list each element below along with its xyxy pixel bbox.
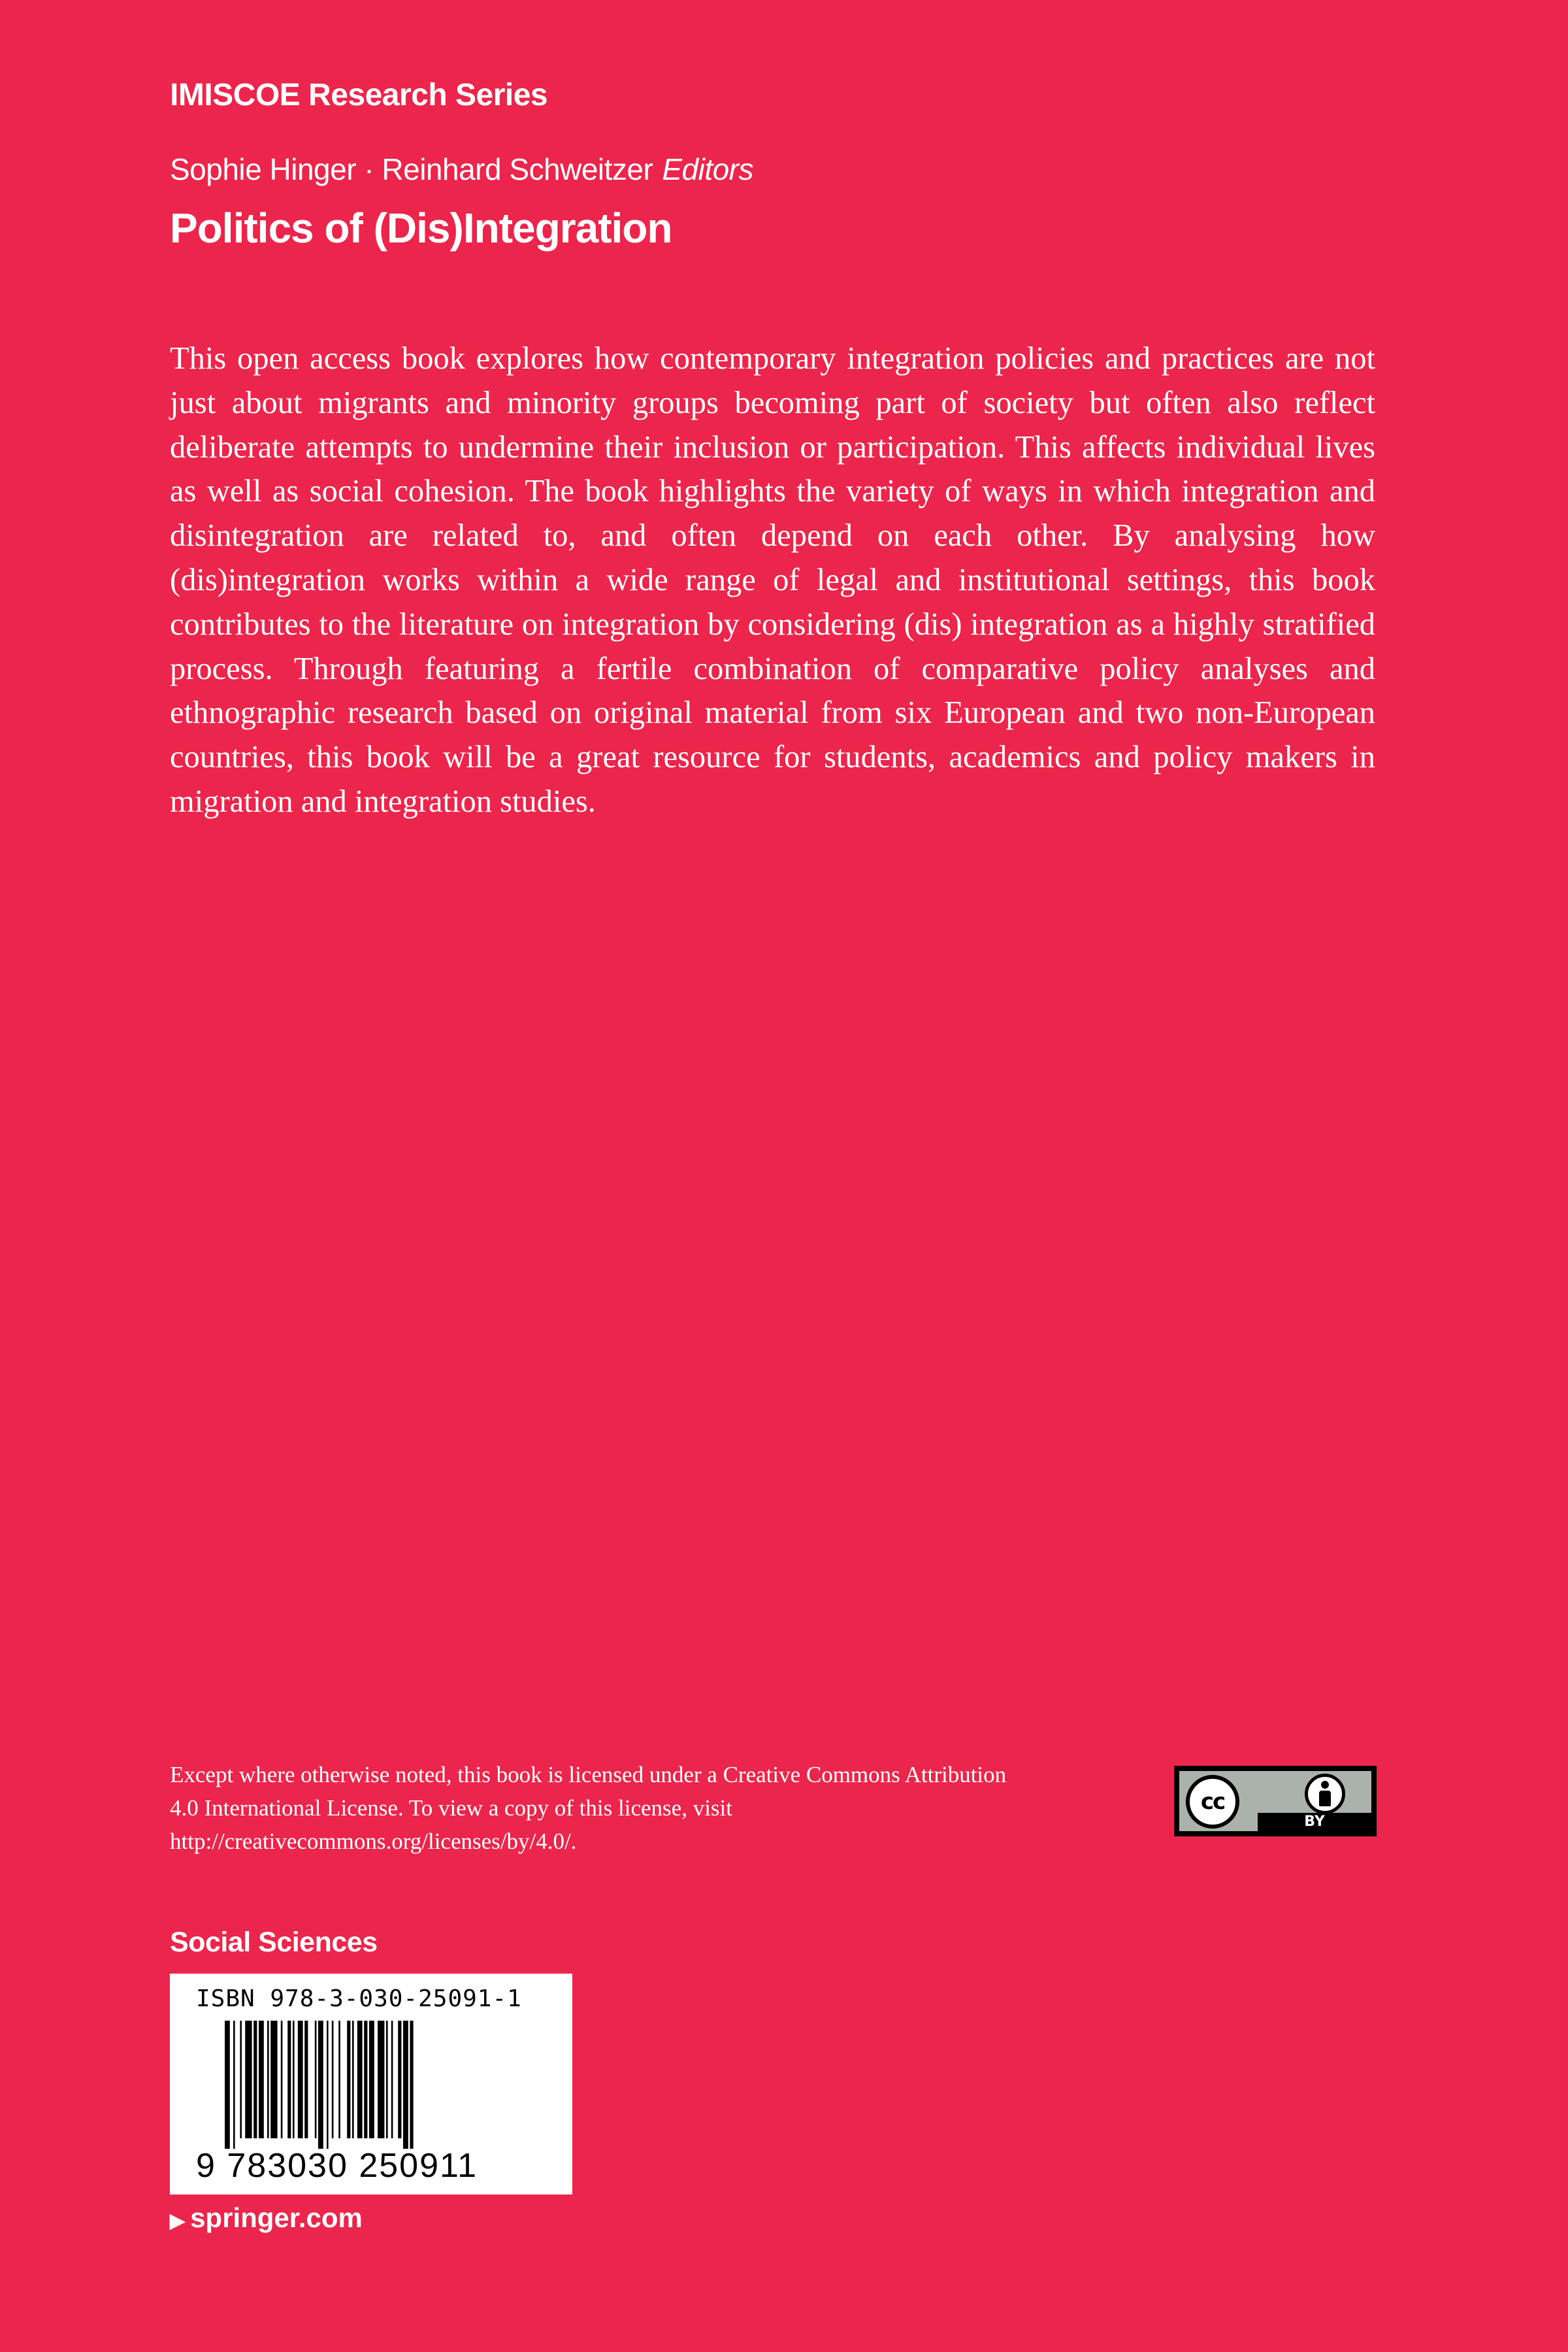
isbn-barcode bbox=[170, 1974, 572, 2195]
by-label: BY bbox=[1258, 1813, 1371, 1831]
attribution-person-icon bbox=[1305, 1774, 1345, 1814]
series-name: IMISCOE Research Series bbox=[170, 78, 548, 112]
license-notice: Except where otherwise noted, this book is licensed under a Creative Commons Attribution 4.0 International License. To view a copy of this license, visit http://creativecommons.org/licenses/by/4.0/. bbox=[170, 1762, 1007, 1854]
barcode-bars-icon bbox=[225, 2021, 519, 2149]
cc-by-badge-icon bbox=[1174, 1766, 1377, 1836]
book-title: Politics of (Dis)Integration bbox=[170, 205, 672, 252]
isbn-number: ISBN 978-3-030-25091-1 bbox=[196, 1985, 522, 2012]
arrow-right-icon: ▶ bbox=[170, 2210, 186, 2232]
subject-category: Social Sciences bbox=[170, 1927, 378, 1958]
editors-line bbox=[170, 152, 753, 187]
website-text: springer.com bbox=[190, 2202, 363, 2233]
editors-role: Editors bbox=[662, 152, 753, 186]
ean-digits: 9 783030 250911 bbox=[196, 2147, 478, 2185]
book-blurb: This open access book explores how contemporary integration policies and practices are not just about migrants and minority groups becoming part of society but often also reflect deliberate attempts to undermine their inclusion or participation. This affects individual lives as well as social cohesion. The book highlights the variety of ways in which integration and disintegration are related to, and often depend on each other. By analysing how (dis)integration works within a wide range of legal and institutional settings, this book contributes to the literature on integration by considering (dis) integration as a highly stratified process. Through featuring a fertile combination of comparative policy analyses and ethnographic research based on original material from six European and two non-European countries, this book will be a great resource for students, academics and policy makers in migration and integration studies. bbox=[170, 341, 1375, 819]
cc-icon: cc bbox=[1186, 1775, 1239, 1829]
editor-names: Sophie Hinger · Reinhard Schweitzer bbox=[170, 152, 653, 186]
publisher-link[interactable] bbox=[170, 2202, 363, 2234]
